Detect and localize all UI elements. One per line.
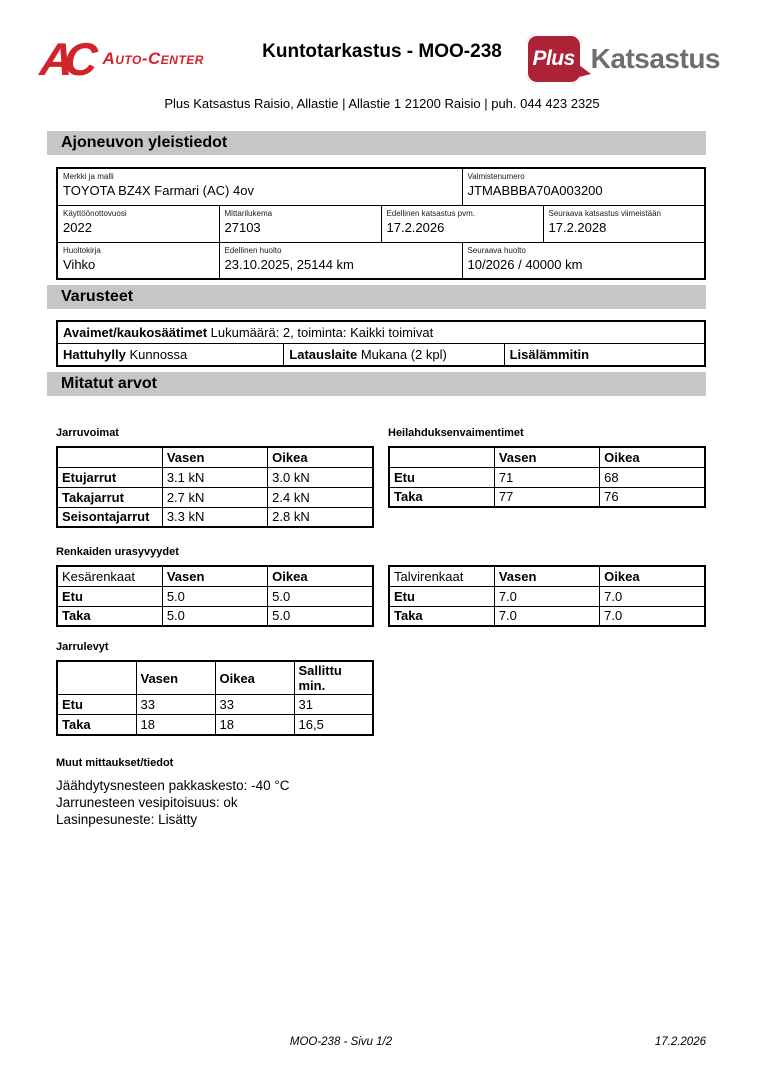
- header-cell: [389, 447, 494, 467]
- header-cell: Oikea: [600, 447, 705, 467]
- shock-absorbers-table: [388, 446, 706, 508]
- table-row: [57, 242, 705, 279]
- measurement-line-brake-fluid: Jarrunesteen vesipitoisuus: ok: [56, 794, 238, 810]
- header-cell: Vasen: [494, 447, 599, 467]
- table-header-row: [57, 661, 373, 695]
- other-measurements-caption: Muut mittaukset/tiedot: [56, 756, 174, 769]
- shock-absorbers-block: [388, 427, 706, 528]
- equipment-value: Kunnossa: [129, 347, 188, 362]
- table-row: [57, 586, 373, 606]
- summer-tires-table: [56, 565, 374, 627]
- brake-discs-caption: Jarrulevyt: [56, 641, 109, 653]
- section-title-measured-values: Mitatut arvot: [47, 372, 706, 396]
- equipment-label: Hattuhylly: [63, 347, 126, 362]
- field-label: Valmistenumero: [467, 172, 525, 181]
- field-label: Huoltokirja: [63, 245, 101, 255]
- table-header-row: [389, 566, 705, 586]
- brake-discs-block: [56, 641, 706, 736]
- header-cell: Vasen: [494, 566, 599, 586]
- table-row: [57, 205, 705, 242]
- value-cell: 5.0: [162, 586, 267, 606]
- table-row: [57, 487, 373, 507]
- equipment-label: Lisälämmitin: [509, 347, 590, 362]
- document-header: [0, 0, 764, 92]
- table-row: [57, 695, 373, 715]
- table-header-row: [389, 447, 705, 467]
- value-cell: 68: [600, 467, 705, 487]
- header-cell: Oikea: [215, 661, 294, 695]
- row-label: Etu: [57, 586, 162, 606]
- equipment-keys-cell: [57, 321, 705, 344]
- table-row: [57, 715, 373, 735]
- header-cell: Vasen: [162, 566, 267, 586]
- value-cell: 7.0: [494, 606, 599, 626]
- header-cell: Oikea: [268, 447, 373, 467]
- row-label: Takajarrut: [57, 487, 162, 507]
- value-cell: 16,5: [294, 715, 373, 735]
- measurement-line-washer-fluid: Lasinpesuneste: Lisätty: [56, 812, 198, 828]
- field-label: Mittarilukema: [224, 208, 273, 218]
- other-measurements-block: [56, 757, 706, 829]
- section-title-general-info: Ajoneuvon yleistiedot: [47, 131, 706, 155]
- value-cell: 5.0: [162, 606, 267, 626]
- field-value: 17.2.2026: [386, 219, 445, 235]
- header-cell: [57, 661, 136, 695]
- field-label: Edellinen katsastus pvm.: [386, 208, 475, 218]
- field-value: 2022: [63, 219, 92, 235]
- row-label: Taka: [57, 606, 162, 626]
- table-row: [389, 487, 705, 507]
- winter-tires-table: [388, 565, 706, 627]
- measured-values-section: [56, 427, 706, 828]
- field-service-book: [57, 242, 219, 279]
- table-row: [57, 344, 705, 367]
- value-cell: 33: [215, 695, 294, 715]
- page-title: Kuntotarkastus - MOO-238: [262, 41, 502, 62]
- other-measurements-lines: [56, 777, 706, 829]
- field-value: 17.2.2028: [548, 219, 607, 235]
- field-make-model: [57, 168, 462, 205]
- row-label: Taka: [389, 606, 494, 626]
- value-cell: 18: [215, 715, 294, 735]
- equipment-charger-cell: [284, 344, 504, 367]
- footer-page-info: MOO-238 - Sivu 1/2: [289, 1036, 393, 1048]
- table-row: [57, 467, 373, 487]
- section-title-equipment: Varusteet: [47, 285, 706, 309]
- value-cell: 33: [136, 695, 215, 715]
- field-label: Seuraava huolto: [467, 245, 526, 255]
- auto-center-logo-text: Auto-Center: [102, 49, 204, 68]
- field-odometer: [219, 205, 381, 242]
- brake-forces-block: [56, 427, 374, 528]
- general-info-section: [56, 167, 706, 280]
- measurement-line-coolant: Jäähdytysnesteen pakkaskesto: -40 °C: [56, 777, 290, 793]
- table-row: [57, 606, 373, 626]
- field-label: Edellinen huolto: [224, 245, 282, 255]
- header-cell: [57, 447, 162, 467]
- plus-badge-tail: [579, 65, 591, 77]
- equipment-section: [56, 320, 706, 367]
- plus-badge-icon: [526, 34, 582, 84]
- field-value: 10/2026 / 40000 km: [467, 256, 583, 272]
- value-cell: 71: [494, 467, 599, 487]
- brake-discs-table: [56, 660, 374, 736]
- table-row: [57, 168, 705, 205]
- value-cell: 77: [494, 487, 599, 507]
- equipment-table: [56, 320, 706, 367]
- tire-treads-row: [56, 565, 706, 627]
- header-cell: Vasen: [162, 447, 267, 467]
- value-cell: 3.0 kN: [268, 467, 373, 487]
- table-row: [389, 586, 705, 606]
- auto-center-logo: [38, 33, 204, 85]
- row-label: Etu: [389, 586, 494, 606]
- value-cell: 7.0: [494, 586, 599, 606]
- field-next-inspection: [543, 205, 705, 242]
- auto-center-monogram-icon: AC: [38, 33, 91, 85]
- field-next-service: [462, 242, 705, 279]
- value-cell: 5.0: [268, 606, 373, 626]
- field-previous-inspection: [381, 205, 543, 242]
- value-cell: 18: [136, 715, 215, 735]
- value-cell: 2.4 kN: [268, 487, 373, 507]
- value-cell: 7.0: [600, 586, 705, 606]
- field-value: JTMABBBA70A003200: [467, 183, 603, 199]
- equipment-label: Avaimet/kaukosäätimet: [63, 325, 208, 340]
- field-previous-service: [219, 242, 462, 279]
- brake-forces-table: [56, 446, 374, 528]
- equipment-value: Mukana (2 kpl): [360, 347, 447, 362]
- tire-treads-caption: Renkaiden urasyvyydet: [56, 546, 179, 558]
- row-label: Etu: [389, 467, 494, 487]
- header-cell: Sallittu min.: [294, 661, 373, 695]
- field-value: 27103: [224, 219, 261, 235]
- shock-absorbers-caption: Heilahduksenvaimentimet: [388, 427, 524, 439]
- equipment-value: Lukumäärä: 2, toiminta: Kaikki toimivat: [210, 325, 434, 340]
- value-cell: 5.0: [268, 586, 373, 606]
- footer-date: 17.2.2026: [654, 1036, 706, 1048]
- equipment-aux-heater-cell: [504, 344, 705, 367]
- field-value: TOYOTA BZ4X Farmari (AC) 4ov: [63, 183, 254, 199]
- row-label: Taka: [57, 715, 136, 735]
- field-label: Käyttöönottovuosi: [63, 208, 127, 218]
- row-label: Taka: [389, 487, 494, 507]
- table-row: [389, 467, 705, 487]
- value-cell: 3.3 kN: [162, 507, 267, 527]
- row-label: Etu: [57, 695, 136, 715]
- field-value: Vihko: [63, 256, 96, 272]
- value-cell: 3.1 kN: [162, 467, 267, 487]
- header-cell: Kesärenkaat: [57, 566, 162, 586]
- header-cell: Vasen: [136, 661, 215, 695]
- document-footer: [40, 1036, 706, 1052]
- equipment-parcel-shelf-cell: [57, 344, 284, 367]
- row-label: Seisontajarrut: [57, 507, 162, 527]
- field-label: Seuraava katsastus viimeistään: [548, 208, 661, 218]
- header-cell: Oikea: [600, 566, 705, 586]
- table-header-row: [57, 447, 373, 467]
- table-header-row: [57, 566, 373, 586]
- value-cell: 2.8 kN: [268, 507, 373, 527]
- value-cell: 7.0: [600, 606, 705, 626]
- brake-forces-caption: Jarruvoimat: [56, 427, 119, 439]
- field-first-use-year: [57, 205, 219, 242]
- field-vin: [462, 168, 705, 205]
- plus-katsastus-logo: [526, 34, 720, 84]
- table-row: [57, 321, 705, 344]
- row-label: Etujarrut: [57, 467, 162, 487]
- general-info-table: [56, 167, 706, 280]
- table-row: [57, 507, 373, 527]
- header-cell: Oikea: [268, 566, 373, 586]
- measurement-row-1: [56, 427, 706, 528]
- table-row: [389, 606, 705, 626]
- tire-treads-block: [56, 546, 706, 627]
- value-cell: 31: [294, 695, 373, 715]
- header-cell: Talvirenkaat: [389, 566, 494, 586]
- equipment-label: Latauslaite: [289, 347, 358, 362]
- katsastus-logo-text: Katsastus: [590, 43, 720, 74]
- plus-badge-label: Plus: [532, 47, 575, 70]
- field-value: 23.10.2025, 25144 km: [224, 256, 354, 272]
- value-cell: 76: [600, 487, 705, 507]
- value-cell: 2.7 kN: [162, 487, 267, 507]
- station-address: Plus Katsastus Raisio, Allastie | Allastie 1 21200 Raisio | puh. 044 423 2325: [164, 96, 600, 111]
- field-label: Merkki ja malli: [63, 172, 114, 181]
